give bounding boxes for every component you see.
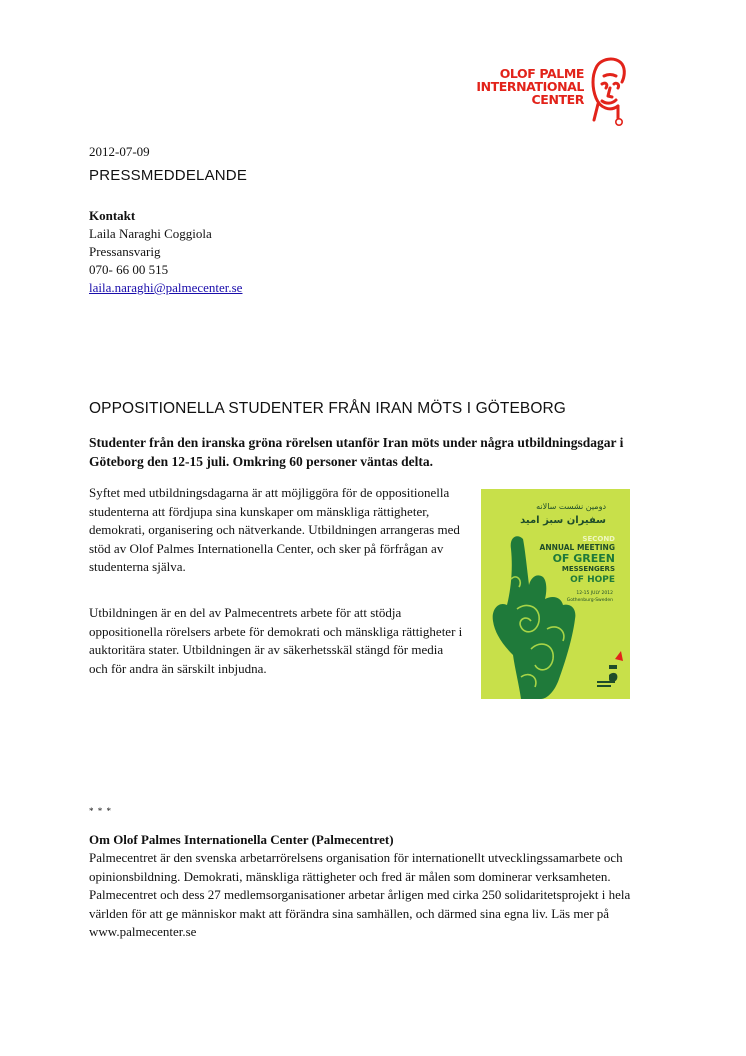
poster-line-hope: OF HOPE — [570, 575, 615, 585]
about-paragraph: Palmecentret är den svenska arbetarrörelsens organisation för internationellt utvecklingssamarbete och opinionsbildning. Demokrati, mänskliga rättigheter och fred är målen som dominerar verksamheten. Palmecentret och dess 27 medlemsorganisationer arbetar årligen med cirka 250 solidaritetsprojekt i hela världen för att ge människor makt att förändra sina samhällen, och därmed sina egna liv. Läs mer på www.palmecenter.se — [89, 850, 631, 939]
poster-persian-line-2: سفیران سبز امید — [520, 515, 606, 526]
contact-block — [89, 207, 242, 297]
palme-portrait-icon — [584, 54, 630, 130]
poster-place: Gothenburg-Sweden — [566, 598, 613, 603]
poster-line-second: SECOND — [582, 535, 615, 543]
article-lead: Studenter från den iranska gröna rörelsen utanför Iran möts under några utbildningsdagar i Göteborg den 12-15 juli. Omkring 60 personer väntas delta. — [89, 435, 624, 469]
poster-persian-line-1: دومین نشست سالانه — [536, 502, 606, 511]
event-poster-image — [481, 489, 630, 699]
poster-artwork — [481, 489, 630, 699]
contact-email-link[interactable]: laila.naraghi@palmecenter.se — [89, 280, 243, 295]
contact-label: Kontakt — [89, 208, 136, 223]
contact-role: Pressansvarig — [89, 244, 161, 259]
contact-name: Laila Naraghi Coggiola — [89, 226, 212, 241]
press-release-date: 2012-07-09 — [89, 144, 150, 159]
contact-phone: 070- 66 00 515 — [89, 262, 169, 277]
article-headline: OPPOSITIONELLA STUDENTER FRÅN IRAN MÖTS I GÖTEBORG — [89, 400, 566, 417]
palme-center-logo — [462, 54, 632, 130]
logo-wordmark — [462, 67, 584, 106]
poster-line-green: OF GREEN — [552, 552, 615, 565]
logo-line-2: INTERNATIONAL — [476, 79, 584, 94]
press-release-type: PRESSMEDDELANDE — [89, 167, 248, 184]
about-heading: Om Olof Palmes Internationella Center (Palmecentret) — [89, 832, 394, 847]
logo-line-1: OLOF PALME — [499, 66, 584, 81]
logo-line-3: CENTER — [531, 92, 584, 107]
poster-line-messengers: MESSENGERS — [561, 565, 615, 573]
article-paragraph: Syftet med utbildningsdagarna är att möjliggöra för de oppositionella studenterna att fördjupa sina kunskaper om mänskliga rättigheter, demokrati, organisering och nätverkande. Utbildningen arrangeras med stöd av Olof Palmes Internationella Center, och sker på förfrågan av studenterna själva. — [89, 485, 460, 574]
article-paragraph: Utbildningen är en del av Palmecentrets arbete för att stödja oppositionella rörelsers arbete för demokrati och mänskliga rättigheter i auktoritära stater. Utbildningen är av säkerhetsskäl stängd för media och för andra än särskilt inbjudna. — [89, 605, 463, 676]
section-separator: * * * — [89, 806, 112, 816]
poster-date: 12-15 JULY 2012 — [576, 591, 613, 596]
poster-line-annual: ANNUAL MEETING — [539, 543, 615, 552]
